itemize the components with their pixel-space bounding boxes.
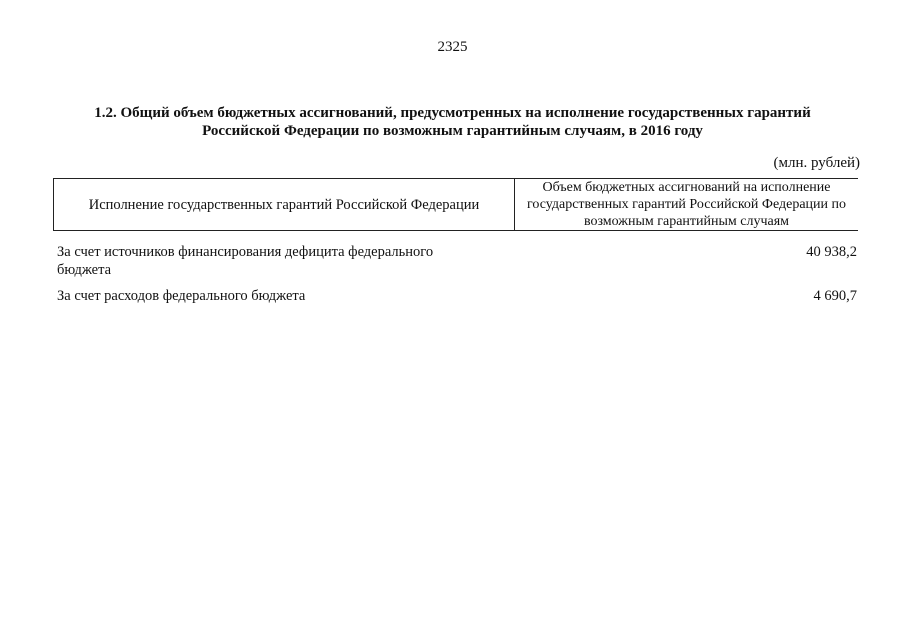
page-number: 2325: [437, 39, 468, 55]
table-header: [53, 178, 858, 231]
row-label: За счет источников финансирования дефицита федерального бюджета: [57, 244, 434, 278]
section-title: 1.2. Общий объем бюджетных ассигнований, предусмотренных на исполнение государственных гарантий Российской Федерации по возможным гарантийным случаям, в 2016 году: [94, 105, 811, 139]
row-value: 40 938,2: [806, 244, 857, 260]
units-label: (млн. рублей): [773, 155, 860, 171]
row-value: 4 690,7: [813, 288, 857, 304]
row-label: За счет расходов федерального бюджета: [57, 288, 306, 304]
table-row: [57, 287, 857, 305]
column-header-appropriations: Объем бюджетных ассигнований на исполнение государственных гарантий Российской Федерации по возможным гарантийным случаям: [526, 180, 847, 229]
table-row: [57, 243, 857, 279]
column-header-guarantees: Исполнение государственных гарантий Российской Федерации: [53, 179, 515, 230]
